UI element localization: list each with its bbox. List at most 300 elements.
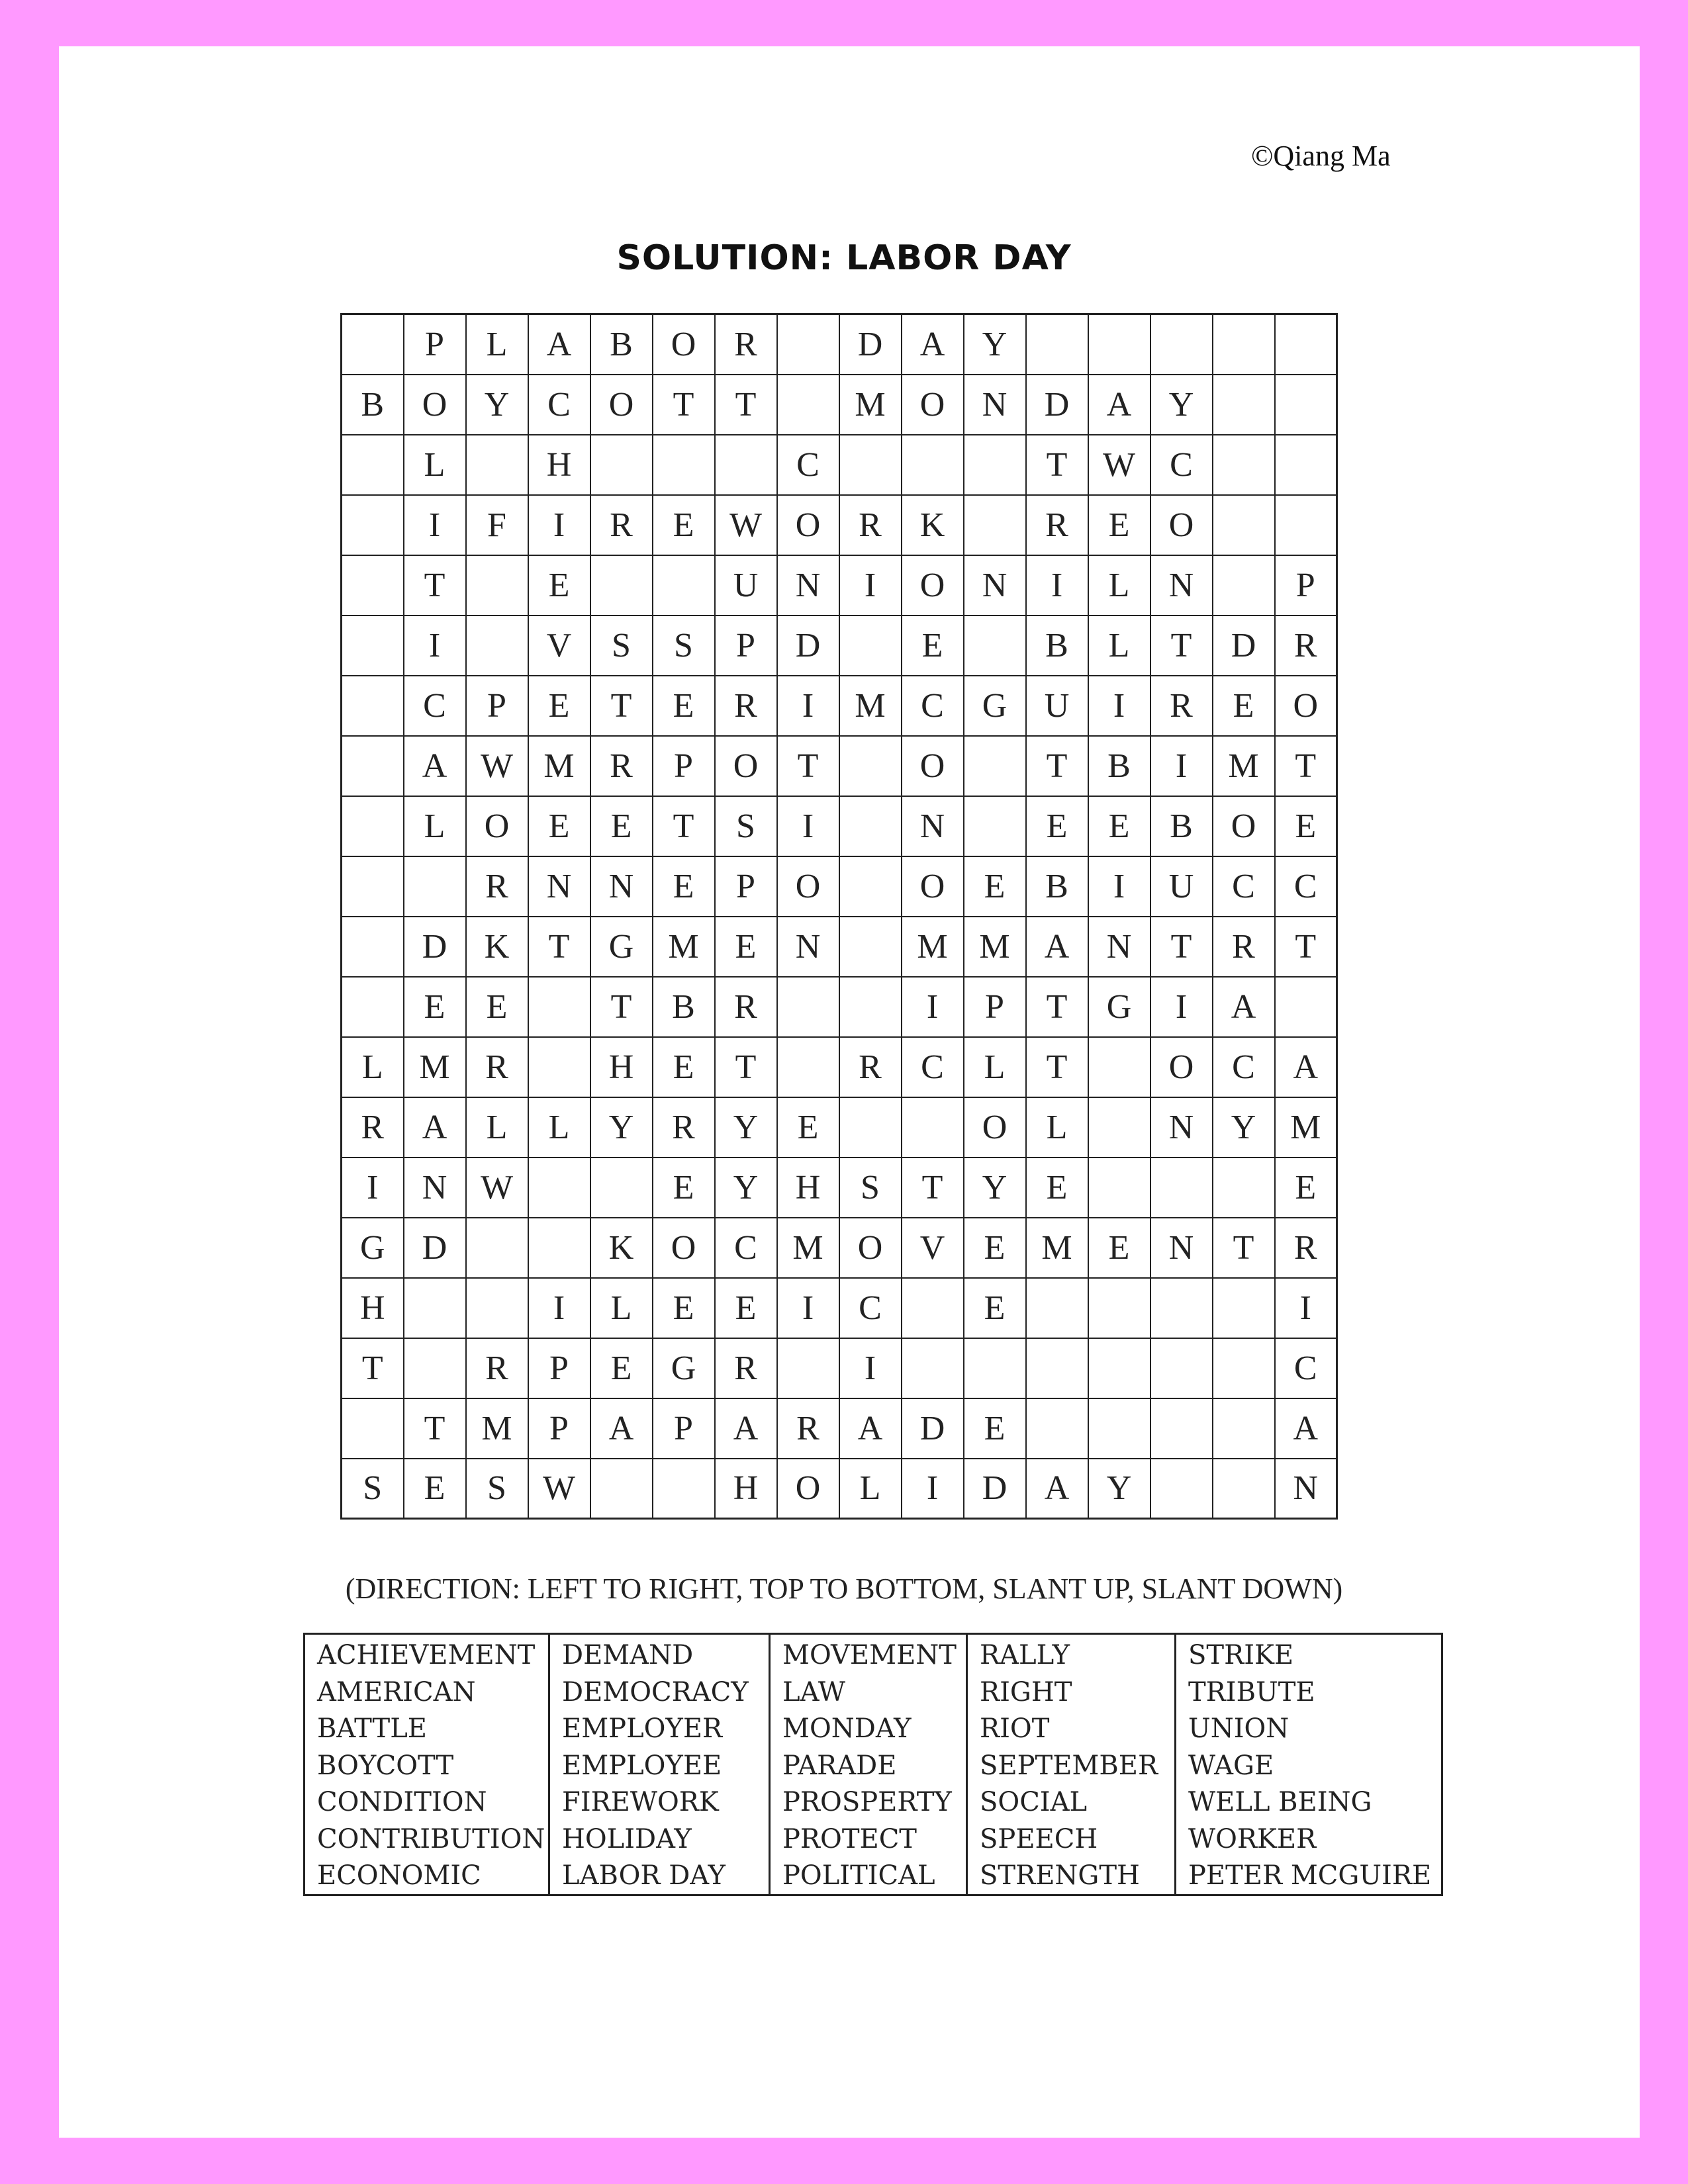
grid-cell [777,1037,839,1097]
grid-cell: C [777,435,839,495]
grid-cell: E [1275,796,1337,856]
grid-cell: A [839,1398,902,1459]
grid-cell: R [715,314,777,375]
grid-cell: P [715,615,777,676]
word-bank-word: PARADE [782,1750,897,1781]
grid-cell: H [528,435,590,495]
grid-cell: N [1150,1097,1213,1158]
grid-cell: T [404,1398,466,1459]
grid-cell: C [1150,435,1213,495]
grid-cell [590,1158,653,1218]
grid-cell [964,435,1026,495]
grid-cell [342,314,404,375]
grid-cell [342,615,404,676]
grid-cell: E [653,495,715,555]
grid-cell: L [404,796,466,856]
grid-cell: R [653,1097,715,1158]
word-bank-word: WELL BEING [1188,1787,1372,1817]
grid-cell: N [1088,917,1150,977]
grid-cell: O [902,856,964,917]
grid-cell: A [1213,977,1275,1037]
word-bank-word: RIOT [980,1713,1050,1744]
word-bank-word: RALLY [980,1640,1070,1670]
grid-cell: L [528,1097,590,1158]
grid-cell: E [653,676,715,736]
grid-cell [1150,1278,1213,1338]
grid-cell: R [466,856,528,917]
grid-row [342,977,1337,1037]
grid-cell: R [839,495,902,555]
grid-cell [1213,375,1275,435]
grid-cell: B [653,977,715,1037]
grid-cell: W [466,1158,528,1218]
grid-cell: Y [1150,375,1213,435]
grid-cell: E [528,555,590,615]
word-bank-word: SPEECH [980,1823,1098,1854]
grid-cell: T [1026,736,1088,796]
grid-cell [528,1218,590,1278]
grid-cell [466,615,528,676]
word-bank-word: BOYCOTT [317,1750,454,1781]
grid-cell: R [466,1037,528,1097]
grid-cell: N [964,375,1026,435]
grid-cell: I [1275,1278,1337,1338]
grid-cell: Y [964,314,1026,375]
grid-cell: R [466,1338,528,1398]
grid-cell [777,314,839,375]
grid-cell: B [1150,796,1213,856]
grid-cell: L [404,435,466,495]
grid-cell [839,796,902,856]
grid-row [342,1037,1337,1097]
grid-cell: P [1275,555,1337,615]
grid-row [342,736,1337,796]
grid-cell: M [777,1218,839,1278]
grid-cell [1088,1158,1150,1218]
grid-cell: R [715,676,777,736]
grid-cell: T [528,917,590,977]
grid-cell: H [715,1459,777,1519]
grid-cell: T [1150,615,1213,676]
grid-cell: O [1150,495,1213,555]
word-bank [303,1633,1443,1896]
grid-row [342,676,1337,736]
grid-cell: C [715,1218,777,1278]
grid-cell [839,615,902,676]
grid-cell: T [1026,1037,1088,1097]
grid-cell: L [1026,1097,1088,1158]
grid-cell: W [528,1459,590,1519]
grid-cell: T [1213,1218,1275,1278]
grid-cell [1088,1278,1150,1338]
grid-row [342,495,1337,555]
grid-cell: L [466,1097,528,1158]
grid-cell [1150,1398,1213,1459]
grid-cell: K [466,917,528,977]
grid-cell: A [1026,1459,1088,1519]
grid-row [342,1278,1337,1338]
grid-cell: I [1088,856,1150,917]
grid-cell [1026,314,1088,375]
grid-cell: S [590,615,653,676]
grid-cell: O [964,1097,1026,1158]
grid-cell: M [902,917,964,977]
grid-cell: A [902,314,964,375]
grid-cell [528,1037,590,1097]
grid-cell [466,435,528,495]
grid-cell: C [1275,1338,1337,1398]
grid-cell [1213,1398,1275,1459]
grid-cell [1275,375,1337,435]
grid-cell: I [902,1459,964,1519]
grid-cell: K [902,495,964,555]
grid-cell [964,495,1026,555]
grid-cell [1213,1459,1275,1519]
word-bank-word: CONDITION [317,1787,487,1817]
grid-cell: E [715,917,777,977]
word-bank-column [305,1635,550,1894]
grid-cell: E [653,1158,715,1218]
grid-cell: T [404,555,466,615]
grid-cell: D [902,1398,964,1459]
grid-cell: O [839,1218,902,1278]
grid-cell [1150,314,1213,375]
grid-cell: A [1275,1037,1337,1097]
grid-cell: C [1275,856,1337,917]
grid-cell: T [653,796,715,856]
grid-cell: D [1026,375,1088,435]
grid-cell: I [1088,676,1150,736]
grid-cell: M [653,917,715,977]
grid-cell [1088,1338,1150,1398]
grid-cell: R [1213,917,1275,977]
grid-cell: U [1150,856,1213,917]
grid-cell: G [1088,977,1150,1037]
grid-cell: M [839,676,902,736]
grid-cell [342,796,404,856]
grid-cell: O [466,796,528,856]
grid-cell [902,1278,964,1338]
word-bank-word: AMERICAN [317,1676,476,1707]
grid-cell: F [466,495,528,555]
grid-cell [1150,1158,1213,1218]
grid-cell: E [1088,1218,1150,1278]
grid-cell: R [342,1097,404,1158]
word-bank-word: POLITICAL [782,1860,935,1891]
grid-cell: Y [590,1097,653,1158]
copyright-notice: ©Qiang Ma [1251,140,1391,172]
grid-cell: S [653,615,715,676]
grid-cell: O [715,736,777,796]
grid-cell: O [590,375,653,435]
grid-cell: A [1088,375,1150,435]
grid-cell: V [528,615,590,676]
grid-cell [466,555,528,615]
grid-cell: T [590,977,653,1037]
word-bank-word: PETER MCGUIRE [1188,1860,1432,1891]
grid-cell: E [653,856,715,917]
grid-cell: E [1026,1158,1088,1218]
grid-cell: Y [715,1158,777,1218]
grid-cell [964,736,1026,796]
grid-cell: O [902,736,964,796]
grid-cell: L [1088,615,1150,676]
word-bank-word: DEMOCRACY [562,1676,749,1707]
grid-cell [1275,495,1337,555]
word-bank-word: SEPTEMBER [980,1750,1158,1781]
grid-cell [902,1338,964,1398]
grid-cell [1213,1338,1275,1398]
grid-cell: C [902,1037,964,1097]
grid-cell: E [466,977,528,1037]
grid-cell: C [1213,1037,1275,1097]
grid-cell [1088,1398,1150,1459]
grid-cell: L [466,314,528,375]
grid-cell: C [839,1278,902,1338]
grid-cell: M [466,1398,528,1459]
word-bank-word: FIREWORK [562,1787,719,1817]
grid-cell: L [590,1278,653,1338]
grid-cell: E [902,615,964,676]
grid-cell [342,977,404,1037]
word-bank-word: LABOR DAY [562,1860,726,1891]
grid-cell: B [590,314,653,375]
word-bank-word: WORKER [1188,1823,1317,1854]
grid-cell: R [590,736,653,796]
grid-cell: Y [1088,1459,1150,1519]
grid-cell: R [715,977,777,1037]
grid-cell: E [1088,796,1150,856]
grid-row [342,615,1337,676]
grid-cell [342,1398,404,1459]
grid-cell: T [653,375,715,435]
word-bank-word: CONTRIBUTION [317,1823,545,1854]
grid-cell: T [715,1037,777,1097]
grid-cell: T [590,676,653,736]
word-bank-word: MONDAY [782,1713,912,1744]
grid-cell: I [902,977,964,1037]
grid-row [342,1398,1337,1459]
grid-cell: O [902,375,964,435]
grid-cell: E [1275,1158,1337,1218]
grid-cell: T [1150,917,1213,977]
grid-cell: C [1213,856,1275,917]
grid-cell: S [466,1459,528,1519]
grid-cell [964,1338,1026,1398]
grid-cell: R [715,1338,777,1398]
grid-cell: B [1026,615,1088,676]
grid-cell [342,555,404,615]
grid-cell [715,435,777,495]
grid-cell [1275,314,1337,375]
grid-cell: N [404,1158,466,1218]
grid-cell [590,1459,653,1519]
grid-cell: R [590,495,653,555]
grid-cell: N [777,917,839,977]
direction-note: (DIRECTION: LEFT TO RIGHT, TOP TO BOTTOM, SLANT UP, SLANT DOWN) [345,1572,1343,1605]
grid-cell: I [777,796,839,856]
grid-cell: M [1026,1218,1088,1278]
grid-cell: U [715,555,777,615]
word-bank-word: EMPLOYEE [562,1750,722,1781]
grid-cell [964,615,1026,676]
grid-cell: T [1275,917,1337,977]
grid-row [342,555,1337,615]
grid-cell: V [902,1218,964,1278]
grid-cell [1213,1158,1275,1218]
grid-cell: T [1275,736,1337,796]
word-bank-word: SOCIAL [980,1787,1088,1817]
grid-cell: L [964,1037,1026,1097]
grid-cell [342,736,404,796]
grid-cell: E [653,1278,715,1338]
grid-cell [653,555,715,615]
grid-cell: T [342,1338,404,1398]
grid-cell: L [839,1459,902,1519]
grid-cell: K [590,1218,653,1278]
grid-cell: I [404,615,466,676]
grid-cell: L [342,1037,404,1097]
grid-cell [1213,435,1275,495]
grid-cell: E [1088,495,1150,555]
grid-cell: O [777,856,839,917]
grid-cell: P [715,856,777,917]
grid-cell [1026,1278,1088,1338]
grid-cell: N [1150,555,1213,615]
word-bank-word: PROSPERTY [782,1787,952,1817]
grid-cell [1150,1338,1213,1398]
grid-cell [1213,1278,1275,1338]
grid-cell [839,856,902,917]
grid-cell: E [404,977,466,1037]
grid-row [342,1158,1337,1218]
grid-cell: R [1150,676,1213,736]
grid-cell: N [1150,1218,1213,1278]
grid-cell: I [342,1158,404,1218]
grid-row [342,917,1337,977]
grid-cell: I [1026,555,1088,615]
word-bank-word: WAGE [1188,1750,1274,1781]
grid-cell: A [528,314,590,375]
grid-cell: I [404,495,466,555]
grid-cell [1275,977,1337,1037]
grid-cell [1213,314,1275,375]
grid-cell [1026,1338,1088,1398]
grid-cell: N [902,796,964,856]
grid-cell: E [528,796,590,856]
grid-cell: P [528,1338,590,1398]
grid-cell: D [404,917,466,977]
grid-cell: O [1213,796,1275,856]
grid-cell [839,977,902,1037]
word-bank-word: BATTLE [317,1713,427,1744]
grid-cell [902,435,964,495]
grid-cell: G [590,917,653,977]
grid-cell [777,1338,839,1398]
word-bank-word: STRIKE [1188,1640,1294,1670]
grid-cell: P [653,1398,715,1459]
grid-cell [404,1278,466,1338]
word-bank-column [968,1635,1176,1894]
grid-cell [466,1278,528,1338]
grid-cell: E [964,856,1026,917]
grid-cell: M [839,375,902,435]
grid-cell: S [342,1459,404,1519]
grid-cell: W [466,736,528,796]
grid-cell: O [1275,676,1337,736]
grid-cell: S [839,1158,902,1218]
grid-cell [342,495,404,555]
grid-cell: Y [715,1097,777,1158]
grid-cell: A [404,736,466,796]
word-bank-word: ACHIEVEMENT [317,1640,536,1670]
word-bank-word: MOVEMENT [782,1640,957,1670]
grid-cell: I [528,495,590,555]
grid-cell [839,736,902,796]
grid-cell [902,1097,964,1158]
grid-cell: D [964,1459,1026,1519]
grid-cell: Y [964,1158,1026,1218]
grid-row [342,375,1337,435]
grid-cell: P [404,314,466,375]
grid-cell: B [342,375,404,435]
grid-cell: C [902,676,964,736]
grid-cell: A [715,1398,777,1459]
grid-cell: R [839,1037,902,1097]
grid-cell: D [839,314,902,375]
grid-cell [1026,1398,1088,1459]
grid-cell [839,435,902,495]
grid-cell [1088,1097,1150,1158]
grid-cell [653,435,715,495]
grid-row [342,1097,1337,1158]
grid-cell: D [777,615,839,676]
word-bank-word: EMPLOYER [562,1713,723,1744]
grid-cell: N [528,856,590,917]
grid-cell: I [777,676,839,736]
grid-cell: N [590,856,653,917]
grid-cell: A [404,1097,466,1158]
grid-cell: A [1026,917,1088,977]
grid-cell: N [777,555,839,615]
grid-cell: E [590,1338,653,1398]
word-bank-column [550,1635,771,1894]
grid-cell: T [902,1158,964,1218]
grid-cell: U [1026,676,1088,736]
grid-cell: E [964,1398,1026,1459]
grid-row [342,856,1337,917]
grid-cell: O [777,495,839,555]
grid-cell: E [653,1037,715,1097]
grid-cell: B [1088,736,1150,796]
word-search-grid [340,313,1338,1520]
word-bank-word: RIGHT [980,1676,1072,1707]
grid-cell: P [653,736,715,796]
grid-cell [777,977,839,1037]
grid-cell [839,1097,902,1158]
grid-cell: W [1088,435,1150,495]
grid-cell: I [777,1278,839,1338]
grid-row [342,1338,1337,1398]
grid-cell: B [1026,856,1088,917]
word-bank-column [771,1635,968,1894]
grid-cell: T [777,736,839,796]
grid-cell: C [404,676,466,736]
grid-cell: N [1275,1459,1337,1519]
grid-cell [342,435,404,495]
grid-cell: E [590,796,653,856]
grid-cell: R [1275,615,1337,676]
